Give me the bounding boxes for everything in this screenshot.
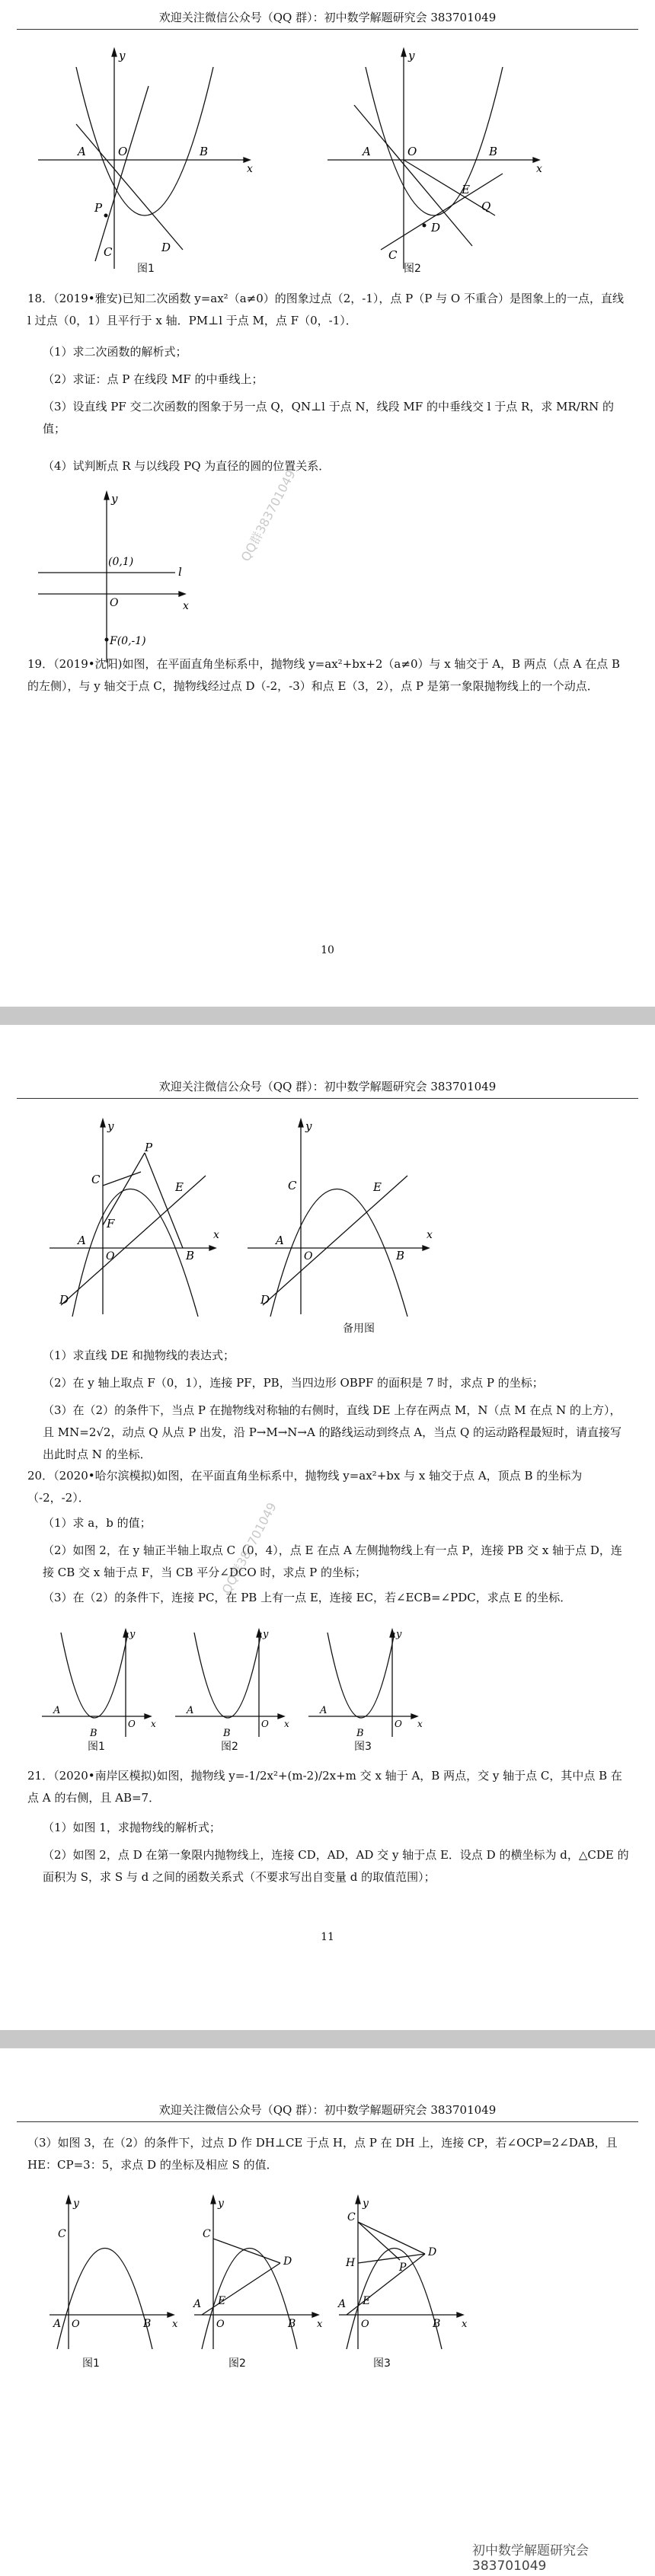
point-b-label: B (186, 1249, 195, 1262)
origin-label: O (261, 1719, 269, 1729)
axis-x-label: x (417, 1719, 423, 1729)
question-18-part-3: （3）设直线 PF 交二次函数的图象于另一点 Q，QN⊥l 于点 N，线段 MF 的中垂线交 l 于点 R，求 MR/RN 的值； (43, 400, 614, 436)
point-d-label: D (428, 2246, 437, 2258)
question-18-stem: 18．（2019•雅安)已知二次函数 y=ax²（a≠0）的图象过点（2，-1），点 P（P 与 O 不重合）是图象上的一点，直线 l 过点（0，1）且平行于 x 轴．PM⊥l 于点 M，点 F（0，-1）． (27, 292, 624, 327)
point-a-label: A (78, 1234, 86, 1247)
axis-y-label: y (363, 2198, 369, 2210)
page-header: 欢迎关注微信公众号（QQ 群）：初中数学解题研究会 383701049 (158, 11, 497, 24)
origin-label: O (304, 1250, 313, 1262)
origin-label: O (395, 1719, 402, 1729)
point-c-label: C (288, 1179, 297, 1192)
question-19-part-3: （3）在（2）的条件下，当点 P 在抛物线对称轴的右侧时，直线 DE 上存在两点 M，N（点 M 在点 N 的上方），且 MN=2√2，动点 Q 从点 P 出发，沿 P→M→N→A 的路线运动到终点 A，当点 Q 的运动路程最短时，请直接写出此时点 N 的坐标． (43, 1403, 622, 1461)
point-a-label: A (320, 1705, 328, 1716)
page-header: 欢迎关注微信公众号（QQ 群）：初中数学解题研究会 383701049 (158, 1080, 497, 1093)
point-o-label: O (118, 145, 128, 158)
axis-x-label: x (317, 2319, 323, 2330)
point-a-label: A (78, 145, 86, 158)
point-a-label: A (338, 2298, 347, 2310)
axis-y-label: y (218, 2198, 224, 2210)
point-e-label: E (218, 2295, 226, 2307)
point-01-label: (0,1) (108, 556, 134, 568)
question-21-part-2: （2）如图 2，点 D 在第一象限内抛物线上，连接 CD，AD，AD 交 y 轴于点 E．设点 D 的横坐标为 d，△CDE 的面积为 S，求 S 与 d 之间的函数关系式（不要求写出自变量 d 的取值范围）； (43, 1848, 629, 1884)
point-q-label: Q (481, 200, 491, 213)
question-19-part-1: （1）求直线 DE 和抛物线的表达式； (43, 1349, 235, 1362)
point-f-label: F(0,-1) (110, 635, 146, 647)
point-b-label: B (200, 145, 209, 158)
question-20-stem: 20．（2020•哈尔滨模拟)如图，在平面直角坐标系中，抛物线 y=ax²+bx 与 x 轴交于点 A，顶点 B 的坐标为（-2，-2）． (27, 1469, 583, 1505)
axis-x-label: x (536, 163, 542, 175)
point-a-label: A (363, 145, 371, 158)
question-19-part-2: （2）在 y 轴上取点 F（0，1），连接 PF，PB，当四边形 OBPF 的面积是 7 时，求点 P 的坐标； (43, 1376, 544, 1390)
figure-21-1-caption: 图1 (82, 2357, 100, 2370)
point-b-label: B (90, 1728, 97, 1739)
header-rule (17, 2121, 638, 2122)
spare-figure-caption: 备用图 (343, 1323, 375, 1335)
question-21-stem: 21．（2020•南岸区模拟)如图，抛物线 y=-1/2x²+(m-2)/2x+m 交 x 轴于 A，B 两点，交 y 轴于点 C，其中点 B 在点 A 的右侧，且 AB=7． (27, 1769, 622, 1805)
figure-20-1-caption: 图1 (88, 1741, 105, 1753)
point-b-label: B (288, 2318, 296, 2330)
figure-1-caption: 图1 (137, 263, 155, 275)
point-a-label: A (193, 2298, 202, 2310)
axis-y-label: y (263, 1629, 269, 1640)
point-d-label: D (431, 221, 441, 235)
origin-label: O (216, 2319, 225, 2330)
axis-x-label: x (462, 2319, 468, 2330)
figure-20-3 (305, 1626, 427, 1741)
point-b-label: B (396, 1249, 405, 1262)
figure-21-1 (46, 2193, 183, 2353)
question-19-stem: 19．（2019•沈阳)如图，在平面直角坐标系中，抛物线 y=ax²+bx+2（a≠0）与 x 轴交于 A，B 两点（点 A 在点 B 的左侧），与 y 轴交于点 C，抛物线经过点 D（-2，-3）和点 E（3，2），点 P 是第一象限抛物线上的一个动点． (27, 657, 621, 693)
point-b-label: B (433, 2318, 441, 2330)
point-e-label: E (462, 183, 470, 196)
axis-y-label: y (107, 1119, 114, 1133)
point-f-label: F (107, 1217, 115, 1231)
figure-21-2-caption: 图2 (228, 2357, 246, 2370)
point-e-label: E (373, 1180, 382, 1194)
point-a-label: A (187, 1705, 194, 1716)
figure-1-parabola (30, 44, 259, 273)
question-21-part-1: （1）如图 1，求抛物线的解析式； (43, 1821, 221, 1834)
origin-label: O (110, 597, 119, 609)
axis-y-label: y (111, 492, 118, 506)
figure-21-3-caption: 图3 (373, 2357, 391, 2370)
page-number: 10 (321, 944, 334, 956)
point-a-label: A (53, 2318, 62, 2330)
axis-x-label: x (151, 1719, 156, 1729)
header-rule (17, 29, 638, 30)
figure-2-parabola (320, 44, 548, 273)
point-c-label: C (104, 245, 113, 259)
question-20-part-2: （2）如图 2，在 y 轴正半轴上取点 C（0，4），点 E 在点 A 左侧抛物线上有一点 P，连接 PB 交 x 轴于点 D，连接 CB 交 x 轴于点 F，当 CB 平分∠DCO 时，求点 P 的坐标； (43, 1543, 622, 1579)
point-a-label: A (53, 1705, 61, 1716)
axis-y-label: y (129, 1629, 136, 1640)
origin-label: O (72, 2319, 80, 2330)
page-header: 欢迎关注微信公众号（QQ 群）：初中数学解题研究会 383701049 (158, 2103, 497, 2117)
point-a-label: A (276, 1234, 284, 1247)
point-c-label: C (91, 1173, 101, 1186)
question-18-part-4: （4）试判断点 R 与以线段 PQ 为直径的圆的位置关系． (43, 459, 331, 473)
figure-20-3-caption: 图3 (354, 1741, 372, 1753)
page-number: 11 (321, 1931, 334, 1943)
question-21-part-3: （3）如图 3，在（2）的条件下，过点 D 作 DH⊥CE 于点 H，点 P 在 DH 上，连接 CP，若∠OCP=2∠DAB，且 HE：CP=3：5，求点 D 的坐标及相应 S 的值． (27, 2136, 618, 2172)
figure-19-spare (244, 1115, 442, 1320)
figure-21-2 (190, 2193, 328, 2353)
point-b-label: B (223, 1728, 231, 1739)
point-e-label: E (363, 2295, 371, 2307)
figure-21-3 (335, 2193, 472, 2353)
point-b-label: B (143, 2318, 152, 2330)
point-p-label: P (399, 2262, 407, 2274)
axis-y-label: y (305, 1119, 312, 1133)
question-18-part-2: （2）求证：点 P 在线段 MF 的中垂线上； (43, 372, 264, 386)
axis-x-label: x (183, 600, 189, 612)
axis-x-label: x (247, 163, 253, 175)
origin-label: O (128, 1719, 136, 1729)
axis-x-label: x (284, 1719, 289, 1729)
point-p-label: P (94, 201, 103, 215)
point-b-label: B (356, 1728, 364, 1739)
footer-watermark: 初中数学解题研究会383701049 (472, 2543, 589, 2574)
axis-y-label: y (73, 2198, 79, 2210)
origin-label: O (361, 2319, 369, 2330)
page-10 (0, 0, 655, 1007)
point-c-label: C (388, 248, 398, 262)
figure-20-2-caption: 图2 (221, 1741, 238, 1753)
point-c-label: C (203, 2228, 211, 2240)
axis-x-label: x (427, 1229, 433, 1241)
axis-x-label: x (213, 1229, 219, 1241)
axis-y-label: y (119, 49, 126, 62)
point-d-label: D (161, 241, 171, 254)
point-c-label: C (347, 2211, 356, 2223)
point-o-label: O (407, 145, 417, 158)
question-20-part-3: （3）在（2）的条件下，连接 PC，在 PB 上有一点 E，连接 EC，若∠ECB=∠PDC，求点 E 的坐标． (43, 1591, 572, 1604)
watermark: QQ群383701049 (238, 468, 299, 564)
point-d-label: D (59, 1293, 69, 1307)
figure-2-caption: 图2 (404, 263, 421, 275)
point-c-label: C (58, 2228, 66, 2240)
line-l-label: l (178, 565, 182, 579)
page-12 (0, 2048, 655, 2576)
figure-20-1 (38, 1626, 160, 1741)
point-p-label: P (145, 1141, 153, 1154)
point-d-label: D (260, 1293, 270, 1307)
origin-label: O (106, 1250, 115, 1262)
axis-x-label: x (172, 2319, 178, 2330)
axis-y-label: y (408, 49, 415, 62)
point-e-label: E (175, 1180, 184, 1194)
figure-20-2 (171, 1626, 293, 1741)
question-18-part-1: （1）求二次函数的解析式； (43, 345, 187, 359)
question-20-part-1: （1）求 a，b 的值； (43, 1516, 152, 1530)
figure-19-main (46, 1115, 228, 1320)
axis-y-label: y (396, 1629, 402, 1640)
figure-3-line-l (30, 487, 198, 670)
watermark: QQ群383701049 (219, 1500, 280, 1597)
point-h-label: H (346, 2257, 356, 2269)
page-11 (0, 1025, 655, 2030)
point-b-label: B (489, 145, 498, 158)
point-d-label: D (283, 2255, 292, 2268)
header-rule (17, 1098, 638, 1099)
